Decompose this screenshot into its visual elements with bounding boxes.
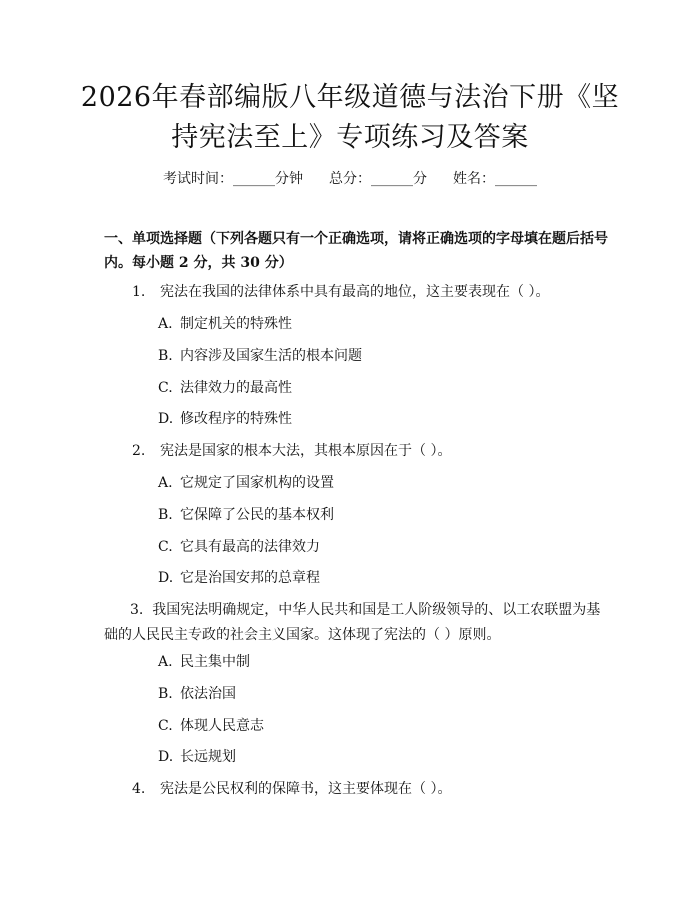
option-letter: C. <box>158 380 173 396</box>
option-3b <box>158 683 236 705</box>
option-3a <box>158 651 250 673</box>
option-text: 它保障了公民的基本权利 <box>180 507 334 523</box>
option-text: 它规定了国家机构的设置 <box>180 475 334 491</box>
option-text: 制定机关的特殊性 <box>180 316 292 332</box>
option-letter: D. <box>158 411 174 427</box>
question-2 <box>132 440 451 462</box>
exam-info-row <box>0 169 700 189</box>
name-label: 姓名： <box>453 171 495 187</box>
option-2c <box>158 536 320 558</box>
option-2a <box>158 472 334 494</box>
title-line-2: 持宪法至上》专项练习及答案 <box>171 122 529 153</box>
question-text: 宪法是公民权利的保障书，这主要体现在（ ）。 <box>160 781 452 797</box>
option-text: 它具有最高的法律效力 <box>180 539 320 555</box>
question-text: 宪法是国家的根本大法，其根本原因在于（ ）。 <box>160 443 452 459</box>
time-blank: ______ <box>233 171 275 187</box>
question-text: 宪法在我国的法律体系中具有最高的地位，这主要表现在（ ）。 <box>160 284 550 300</box>
option-text: 民主集中制 <box>180 654 250 670</box>
title-line-1: 2026年春部编版八年级道德与法治下册《坚 <box>80 82 620 113</box>
option-1b <box>158 345 362 367</box>
option-1c <box>158 377 292 399</box>
option-letter: D. <box>158 749 174 765</box>
option-text: 依法治国 <box>180 686 236 702</box>
option-text: 它是治国安邦的总章程 <box>180 570 320 586</box>
option-3c <box>158 715 264 737</box>
page-title <box>60 78 640 158</box>
option-3d <box>158 746 236 768</box>
question-number: 2. <box>132 443 146 459</box>
question-number: 4. <box>132 781 146 797</box>
option-letter: A. <box>158 316 173 332</box>
option-text: 长远规划 <box>180 749 236 765</box>
question-3 <box>104 598 614 648</box>
score-label: 总分： <box>329 171 371 187</box>
question-text: 我国宪法明确规定，中华人民共和国是工人阶级领导的、以工农联盟为基础的人民民主专政的社会主义国家。这体现了宪法的（ ）原则。 <box>104 602 601 643</box>
option-1a <box>158 313 292 335</box>
question-1 <box>132 281 549 303</box>
option-letter: B. <box>158 507 173 523</box>
time-unit: 分钟 <box>275 171 303 187</box>
option-letter: A. <box>158 475 173 491</box>
question-number: 3. <box>130 602 144 618</box>
option-letter: A. <box>158 654 173 670</box>
option-letter: C. <box>158 539 173 555</box>
question-4 <box>132 778 451 800</box>
option-letter: D. <box>158 570 174 586</box>
option-text: 内容涉及国家生活的根本问题 <box>180 348 362 364</box>
name-blank: ______ <box>495 171 537 187</box>
option-1d <box>158 408 292 430</box>
option-2b <box>158 504 334 526</box>
option-text: 体现人民意志 <box>180 718 264 734</box>
option-2d <box>158 567 320 589</box>
option-letter: B. <box>158 686 173 702</box>
option-text: 修改程序的特殊性 <box>180 411 292 427</box>
score-blank: ______ <box>371 171 413 187</box>
option-text: 法律效力的最高性 <box>180 380 292 396</box>
question-number: 1. <box>132 284 146 300</box>
section-heading: 一、单项选择题（下列各题只有一个正确选项，请将正确选项的字母填在题后括号内。每小题 2 分，共 30 分） <box>104 231 608 271</box>
time-label: 考试时间： <box>163 171 233 187</box>
option-letter: C. <box>158 718 173 734</box>
option-letter: B. <box>158 348 173 364</box>
score-unit: 分 <box>413 171 427 187</box>
